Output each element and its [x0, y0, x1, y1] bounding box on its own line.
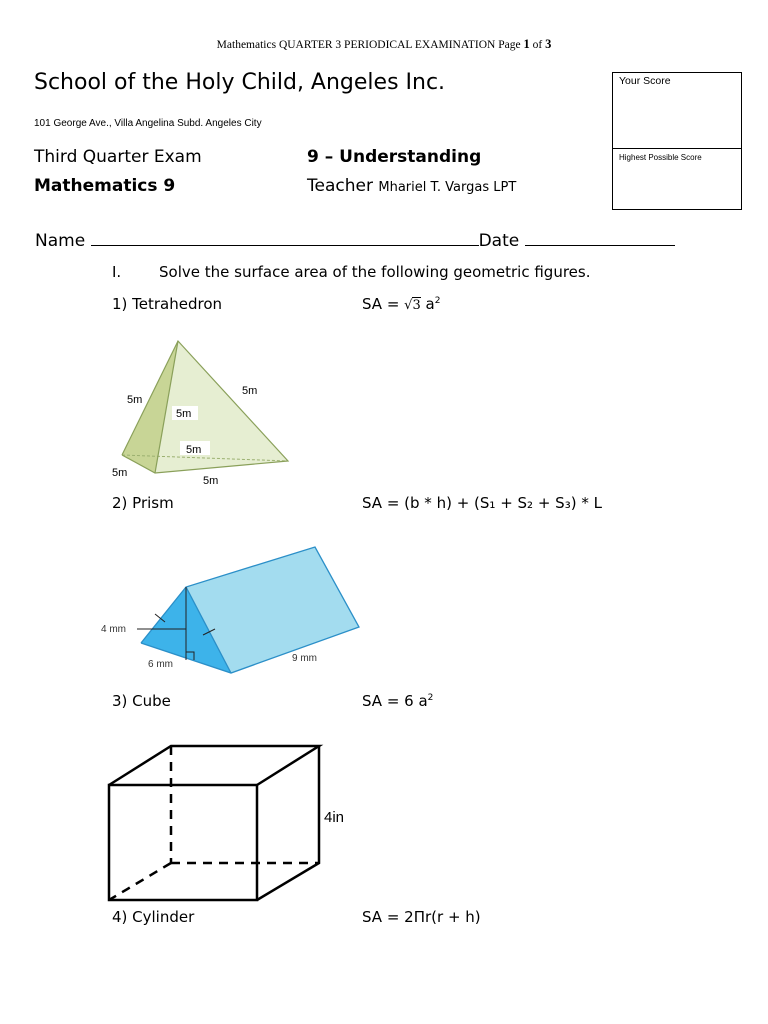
side-label: 4in	[324, 809, 345, 826]
score-box	[612, 72, 742, 210]
cube-figure	[80, 730, 380, 910]
sqrt-radicand: 3	[412, 298, 421, 313]
formula-prefix: SA = 6 a	[362, 692, 428, 710]
cube-front-face	[109, 785, 257, 900]
school-name: School of the Holy Child, Angeles Inc.	[34, 70, 446, 95]
formula-exponent: 2	[434, 296, 441, 306]
cube-hidden-edges	[109, 746, 319, 900]
sqrt-symbol: √3	[404, 298, 421, 313]
edge-label: 5m	[176, 408, 192, 420]
height-label: 4 mm	[101, 624, 126, 635]
question-4-formula: SA = 2Πr(r + h)	[362, 908, 481, 926]
your-score-label: Your Score	[619, 75, 671, 87]
running-title: Mathematics QUARTER 3 PERIODICAL EXAMINATION Page	[216, 39, 521, 51]
question-1-label: 1) Tetrahedron	[112, 295, 223, 313]
edge-label: 5m	[127, 394, 143, 406]
page-of: of	[532, 39, 543, 51]
question-3-formula	[362, 692, 433, 710]
formula-suffix: a	[420, 295, 435, 313]
prism-figure	[95, 540, 375, 680]
running-header	[0, 37, 768, 52]
score-box-divider	[613, 148, 741, 149]
question-3-label: 3) Cube	[112, 692, 171, 710]
highest-score-label: Highest Possible Score	[619, 153, 702, 162]
date-label: Date	[478, 231, 520, 251]
page-current: 1	[523, 37, 530, 51]
edge-label: 5m	[203, 475, 219, 487]
base-label: 6 mm	[148, 659, 173, 670]
edge-label: 5m	[112, 467, 128, 479]
formula-exponent: 2	[427, 693, 434, 703]
teacher-row	[307, 176, 516, 196]
page-total: 3	[545, 37, 552, 51]
name-input-line[interactable]	[91, 227, 479, 246]
name-date-row	[35, 227, 675, 251]
instruction-text: Solve the surface area of the following geometric figures.	[159, 263, 591, 281]
instruction-number: I.	[112, 263, 122, 281]
cube-top-edges	[109, 746, 319, 785]
exam-type: Third Quarter Exam	[34, 147, 202, 167]
question-1-formula	[362, 295, 440, 313]
question-4-label: 4) Cylinder	[112, 908, 195, 926]
tetrahedron-figure	[100, 333, 300, 493]
cube-side-edges	[257, 746, 319, 900]
edge-label: 5m	[242, 385, 258, 397]
question-2-label: 2) Prism	[112, 494, 174, 512]
teacher-label: Teacher	[307, 176, 373, 196]
length-label: 9 mm	[292, 653, 317, 664]
exam-unit: 9 – Understanding	[307, 147, 482, 167]
formula-prefix: SA =	[362, 295, 405, 313]
question-2-formula: SA = (b * h) + (S₁ + S₂ + S₃) * L	[362, 494, 602, 512]
teacher-name: Mhariel T. Vargas LPT	[378, 180, 517, 195]
school-address: 101 George Ave., Villa Angelina Subd. Angeles City	[34, 118, 262, 129]
name-label: Name	[35, 231, 86, 251]
date-input-line[interactable]	[525, 227, 675, 246]
subject: Mathematics 9	[34, 176, 176, 196]
edge-label: 5m	[186, 444, 202, 456]
